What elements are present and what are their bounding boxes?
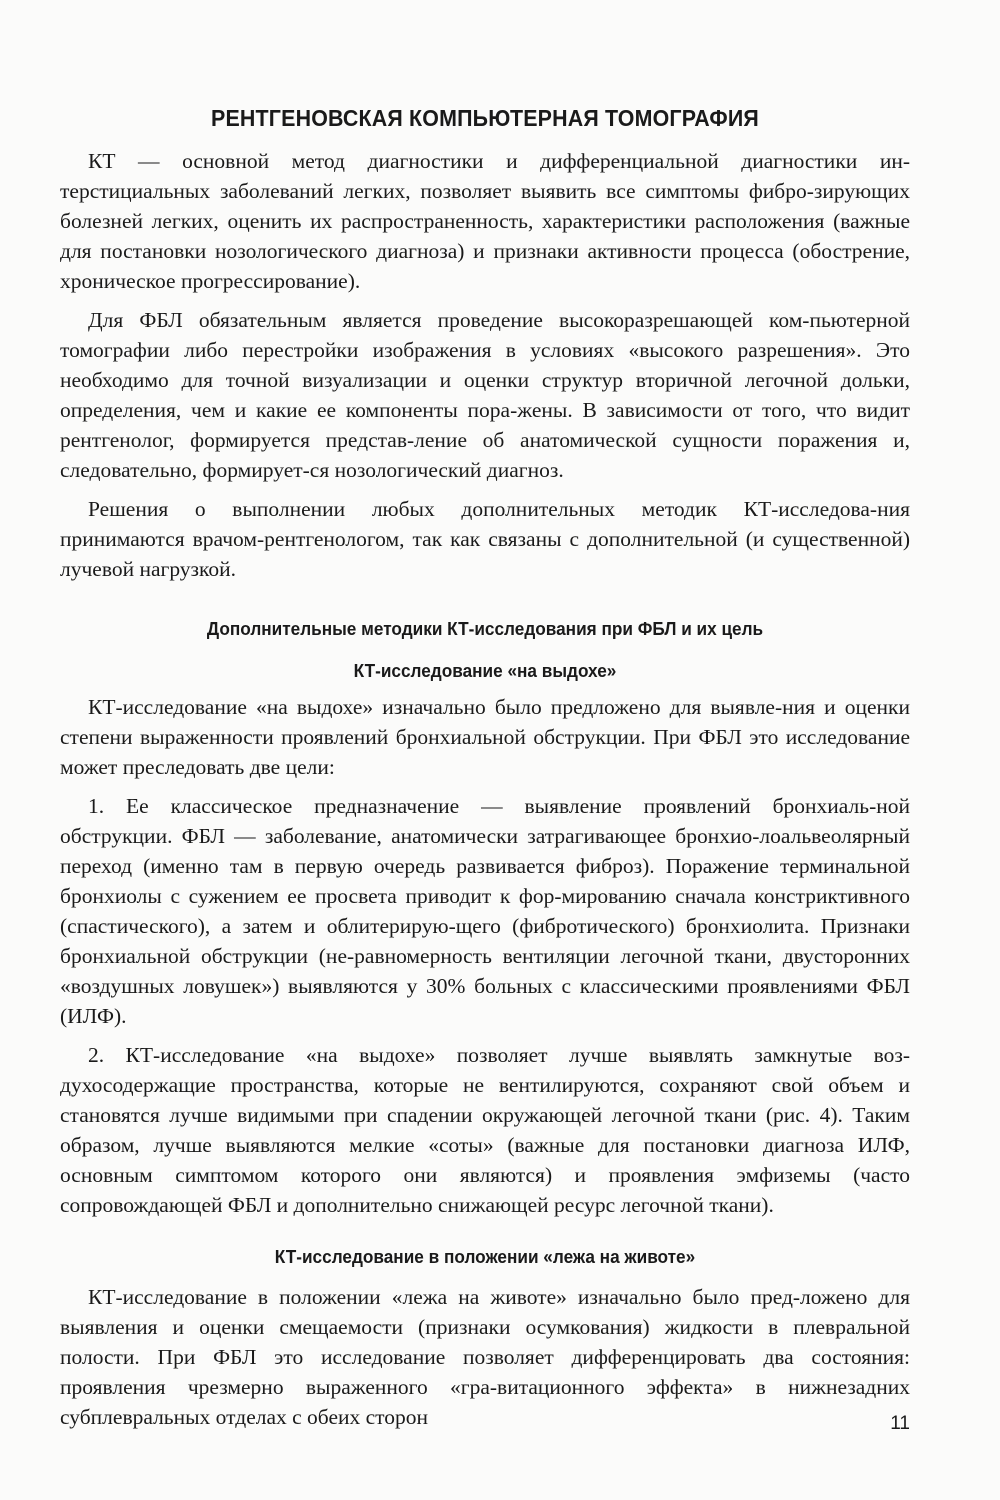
page-title: РЕНТГЕНОВСКАЯ КОМПЬЮТЕРНАЯ ТОМОГРАФИЯ xyxy=(211,105,759,131)
intro-paragraph-2: Для ФБЛ обязательным является проведение высокоразрешающей ком-пьютерной томографии либо перестройки изображения в условиях «высокого разрешения». Это необходимо для точной визуализации и оценки структур вторичной легочной дольки, определения, чем и какие ее компоненты пора-жены. В зависимости от того, что видит рентгенолог, формируется представ-ление об анатомической сущности поражения и, следовательно, формирует-ся нозологический диагноз. xyxy=(60,308,910,482)
page-number: 11 xyxy=(890,1413,910,1434)
section-heading: Дополнительные методики КТ-исследования при ФБЛ и их цель xyxy=(206,618,764,639)
exhale-list-item-1: 1. Ее классическое предназначение — выявление проявлений бронхиаль-ной обструкции. ФБЛ — заболевание, анатомически затрагивающее бронхио-лоальвеолярный переход (именно там в первую очередь развивается фиброз). Поражение терминальной бронхиолы с сужением ее просвета приводит к фор-мированию сначала констриктивного (спастического), а затем и облитерирую-щего (фибротического) бронхиолита. Признаки бронхиальной обструкции (не-равномерность вентиляции легочной ткани, двусторонних «воздушных ловушек») выявляются у 30% больных с классическими проявлениями ФБЛ (ИЛФ). xyxy=(60,794,910,1028)
intro-paragraph-1: КТ — основной метод диагностики и дифференциальной диагностики ин-терстициальных заболеваний легких, позволяет выявить все симптомы фибро-зирующих болезней легких, оценить их распространенность, характеристики расположения (важные для постановки нозологического диагноза) и признаки активности процесса (обострение, хроническое прогрессирование). xyxy=(60,149,910,293)
subsection-heading-exhale: КТ-исследование «на выдохе» xyxy=(353,660,617,681)
exhale-list-item-2: 2. КТ-исследование «на выдохе» позволяет лучше выявлять замкнутые воз-духосодержащие пространства, которые не вентилируются, сохраняют свой объем и становятся лучше видимыми при спадении окружающей легочной ткани (рис. 4). Таким образом, лучше выявляются мелкие «соты» (важные для постановки диагноза ИЛФ, основным симптомом которого они являются) и проявления эмфиземы (часто сопровождающей ФБЛ и дополнительно снижающей ресурс легочной ткани). xyxy=(60,1043,910,1217)
intro-paragraph-3: Решения о выполнении любых дополнительных методик КТ-исследова-ния принимаются врачом-рентгенологом, так как связаны с дополнительной (и существенной) лучевой нагрузкой. xyxy=(60,497,910,581)
exhale-paragraph-1: КТ-исследование «на выдохе» изначально было предложено для выявле-ния и оценки степени выраженности проявлений бронхиальной обструкции. При ФБЛ это исследование может преследовать две цели: xyxy=(60,695,910,779)
subsection-heading-prone: КТ-исследование в положении «лежа на животе» xyxy=(274,1246,696,1267)
prone-paragraph-1: КТ-исследование в положении «лежа на животе» изначально было пред-ложено для выявления и оценки смещаемости (признаки осумкования) жидкости в плевральной полости. При ФБЛ это исследование позволяет дифференцировать два состояния: проявления чрезмерно выраженного «гра-витационного эффекта» в нижнезадних субплевральных отделах с обеих сторон xyxy=(60,1285,910,1429)
text-column xyxy=(60,102,910,1441)
